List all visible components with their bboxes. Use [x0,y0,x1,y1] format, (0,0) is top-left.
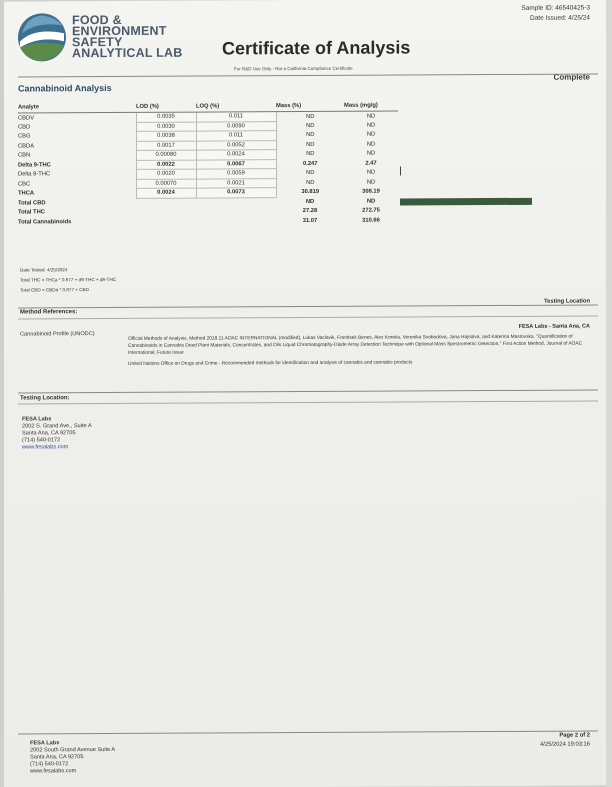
cell-mass-pct: ND [306,122,315,129]
cell-mass-mg: ND [366,141,376,148]
footer-phone: (714) 540-0172 [30,761,69,768]
cell-mass-mg: ND [366,122,376,129]
cell-mass-pct: ND [306,170,315,177]
status-badge: Complete [553,72,590,82]
cell-analyte: CBG [18,133,31,140]
cell-analyte: CBDV [18,114,35,122]
fesa-logo-icon [16,11,68,63]
cell-loq: 0.0059 [196,169,276,179]
testing-lab: FESA Labs - Santa Ana, CA [518,323,590,330]
website-link[interactable]: www.fesalabs.com [22,444,69,451]
cell-lod: 0.0020 [136,169,196,179]
date-tested: Date Tested: 4/25/2024 [20,267,68,273]
sample-id: Sample ID: 46540425-3 [521,4,590,12]
section-title: Cannabinoid Analysis [18,83,112,94]
footer-street: 2002 South Grand Avenue Suite A [30,746,116,754]
cell-lod: 0.0024 [136,188,196,198]
cell-loq [196,207,276,217]
page-edge [606,0,612,787]
cell-loq: 0.0021 [196,178,276,188]
lab-name-line-1: FOOD & [72,12,122,28]
cell-mass-pct: ND [306,132,315,139]
divider [18,400,598,404]
cell-loq: 0.0090 [196,121,276,131]
cell-mass-pct: 0.247 [302,160,318,167]
cell-mass-mg: ND [366,113,376,120]
cell-mass-pct: 27.28 [302,208,318,215]
bleed-through [504,19,515,64]
cell-analyte: Total CBD [18,200,46,207]
cell-lod: 0.0038 [136,131,196,141]
cell-loq [196,197,276,207]
cell-lod [136,207,196,217]
value-marker [400,167,401,176]
col-mass-pct: Mass (%) [276,103,344,112]
street: 2002 S. Grand Ave., Suite A [22,423,92,430]
divider [18,315,598,319]
page-info [540,732,590,750]
cell-lod: 0.00080 [136,150,196,160]
print-timestamp: 4/25/2024 19:03:16 [540,741,590,748]
cell-lod: 0.0022 [136,160,196,170]
cell-mass-pct: ND [306,179,315,186]
cell-loq: 0.011 [196,112,276,122]
page-title: Certificate of Analysis [222,37,411,59]
highlight-bar [400,198,532,206]
cell-lod [136,198,196,208]
lab-name [72,12,183,61]
cell-lod: 0.0017 [136,141,196,151]
cell-mass-mg: 308.19 [362,188,380,195]
footer-city: Santa Ana, CA 92705 [30,754,84,761]
col-analyte: Analyte [18,104,136,113]
method-ref-unodc: United Nations Office on Drugs and Crime - Recommended methods for identification and analysis of cannabis and cannabis products [128,360,413,368]
rnd-note: For R&D Use Only - Not a California Compliance Certificate [234,65,353,72]
total-cbd-formula: Total CBD = CBDa * 0.877 + CBD [20,287,89,293]
col-loq: LOQ (%) [196,103,276,112]
divider [18,73,598,77]
cell-analyte: CBC [18,181,31,188]
cell-loq [196,216,276,226]
cell-loq: 0.0073 [196,188,276,198]
cell-mass-mg: 2.47 [365,160,377,167]
lab-name-text: FESA Labs [22,416,52,423]
testing-address [22,416,92,451]
cell-analyte: Total Cannabinoids [18,218,72,226]
page-number: Page 2 of 2 [559,732,590,739]
method-ref-aoac: Official Methods of Analysis, Method 2018.11 AOAC INTERNATIONAL (modified), Lukas Vaclavik, Frantisek Benes, Alex Krmela, Veronika Svobodova, Jana Hajsolva, and Katerina Mastovska, "Quantification of Cannabinoids in Cannabis Dried Plant Materials, Concentrates, and Oils Liquid Chromatography-Diode Array Detection Technique with Optional Mass Spectrometric Detection," First Action Method, Journal of AOAC International, Future Issue [128,334,583,356]
cell-loq: 0.0067 [196,159,276,169]
cell-lod: 0.0030 [136,122,196,132]
test-notes [20,265,116,296]
cell-loq: 0.011 [196,131,276,141]
col-lod: LOD (%) [136,104,196,113]
footer-lab-name: FESA Labs [30,740,60,747]
cannabinoid-table [18,103,398,227]
cell-loq: 0.0052 [196,140,276,150]
testing-location-title: Testing Location: [20,395,70,402]
lab-name-line-3: SAFETY [72,34,123,50]
footer-website[interactable]: www.fesalabs.com [30,768,77,775]
document-page [4,0,608,787]
city: Santa Ana, CA 92705 [22,430,76,437]
total-thc-formula: Total THC = THCa * 0.877 + d9-THC + d8-THC [20,276,116,283]
method-profile: Cannabinoid Profile (UNODC) [20,331,95,338]
cell-mass-pct: ND [306,113,315,120]
divider [18,389,598,393]
testing-location-header: Testing Location [544,298,590,305]
table-row [18,216,398,227]
cell-analyte: Delta 8-THC [18,171,51,178]
method-references [128,334,598,374]
cell-mass-pct: ND [306,151,315,158]
cell-mass-mg: 310.66 [362,217,380,224]
cell-analyte: CBN [18,152,31,159]
cell-mass-mg: 272.75 [362,207,380,214]
method-references-title: Method References: [20,309,78,316]
cell-mass-pct: ND [305,198,315,205]
cell-mass-mg: ND [366,198,376,205]
lab-name-line-2: ENVIRONMENT [72,23,167,39]
footer-address [30,740,115,775]
cell-mass-mg: ND [366,179,376,186]
divider [18,730,598,734]
cell-mass-pct: 30.819 [301,189,320,196]
cell-mass-pct: ND [306,141,315,148]
cell-mass-pct: 31.07 [302,217,318,224]
cell-lod: 0.0035 [136,112,196,122]
cell-lod: 0.00070 [136,179,196,189]
phone: (714) 540-0172 [22,437,61,444]
cell-analyte: Delta 9-THC [18,162,51,169]
cell-analyte: Total THC [18,209,45,216]
cell-mass-mg: ND [366,150,376,157]
cell-lod [136,217,196,227]
cell-analyte: CBD [18,124,31,131]
col-mass-mg: Mass (mg/g) [344,103,398,112]
cell-analyte: CBDA [18,143,35,150]
cell-mass-mg: ND [366,131,376,138]
cell-loq: 0.0024 [196,150,276,160]
divider [18,304,598,308]
lab-name-line-4: ANALYTICAL LAB [72,45,183,61]
sample-info [521,4,590,24]
cell-mass-mg: ND [366,169,376,176]
cell-analyte: THCA [18,190,35,197]
date-issued: Date Issued: 4/25/24 [530,14,590,22]
